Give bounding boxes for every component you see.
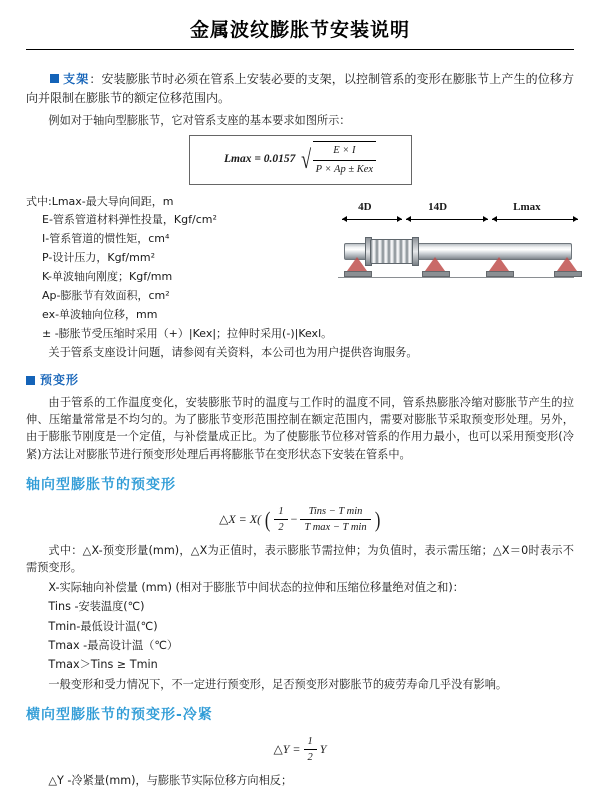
- diagram-label-lmax: Lmax: [513, 200, 541, 213]
- formula-dy-half: $\frac{1}{2}$: [304, 735, 317, 764]
- pipe-support-4: [554, 257, 580, 277]
- pipe-support-2: [422, 257, 448, 277]
- legend-item: P-设计压力，Kgf/mm²: [42, 251, 155, 265]
- legend-list: [26, 193, 332, 344]
- diagram-label-14d: 14D: [428, 200, 448, 213]
- formula-lmax-lhs: Lmax = 0.0157: [223, 152, 296, 165]
- section-support-label: 支架: [63, 72, 90, 87]
- axial-line-1: 式中：△X-预变形量(mm)，△X为正值时，表示膨胀节需拉伸；为负值时，表示需压缩；△X＝0时表示不需预变形。: [26, 544, 574, 575]
- document-content: [0, 50, 600, 789]
- ground-line: [338, 277, 574, 278]
- piping-support-diagram: [338, 199, 574, 285]
- diagram-label-4d: 4D: [358, 200, 372, 213]
- support-note: 关于管系支座设计问题，请参阅有关资料，本公司也为用户提供咨询服务。: [48, 345, 418, 359]
- legend-item: ± -膨胀节受压缩时采用（+）|Kex|；拉伸时采用(-)|Kexl。: [42, 326, 333, 340]
- legend-item: K-单波轴向刚度；Kgf/mm: [42, 270, 173, 284]
- legend-figure-row: [26, 193, 574, 344]
- section-support-para2: 例如对于轴向型膨胀节，它对管系支座的基本要求如图所示：: [48, 113, 351, 127]
- legend-item: 式中:Lmax-最大导向间距，m: [26, 194, 174, 208]
- legend-item: I-管系管道的惯性矩，cm⁴: [42, 232, 170, 246]
- document-page: [0, 16, 600, 787]
- legend-item: E-管系管道材料弹性投量，Kgf/cm²: [42, 213, 217, 227]
- subsection-lateral-heading: 横向型膨胀节的预变形-冷紧: [26, 706, 213, 723]
- pipe-support-3: [486, 257, 512, 277]
- bullet-square-icon: [50, 74, 59, 83]
- diagram-dimension-labels: [338, 199, 574, 215]
- formula-delta-x: △X = X( ( $\frac{1}{2}$ − $\frac{\text{Tins − T min}}{\text{T max − T min}}$ ): [219, 505, 380, 533]
- pipe-support-1: [344, 257, 370, 277]
- section-predeform-para1: 由于管系的工作温度变化，安装膨胀节时的温度与工作时的温度不同，管系热膨胀冷缩对膨胀节产生的拉伸、压缩量常常是不均匀的。为了膨胀节变形范围控制在额定范围内，需要对膨胀节采取预变形处理。另外，由于膨胀节刚度是一个定值，与补偿量成正比。为了使膨胀节位移对管系的作用力最小，也可以采用预变形(冷紧)方法让对膨胀节进行预变形处理后再将膨胀节在变形状态下安装在管系中。: [26, 395, 574, 461]
- formula-lmax-denominator: P × Ap ± Kex: [315, 164, 374, 176]
- section-predeform-label: 预变形: [40, 373, 80, 388]
- page-title: 金属波纹膨胀节安装说明: [189, 19, 410, 41]
- flange-right: [412, 237, 419, 266]
- formula-delta-y: [26, 735, 574, 764]
- sqrt-symbol: √ $\frac{E \times I}{\text{P × Ap ± Kex}}$: [299, 141, 376, 179]
- section-support-heading: 支架：安装膨胀节时必须在管系上安装必要的支架，以控制管系的变形在膨胀节上产生的位移方向并限制在膨胀节的额定位移范围内。: [26, 72, 574, 106]
- axial-line-2: X-实际轴向补偿量 (mm) (相对于膨胀节中间状态的拉伸和压缩位移量绝对值之和)：: [48, 580, 464, 594]
- lateral-line-1: △Y -冷紧量(mm)，与膨胀节实际位移方向相反；: [48, 773, 293, 787]
- formula-dy-lhs: △Y =: [273, 741, 301, 756]
- subsection-axial-heading: 轴向型膨胀节的预变形: [26, 477, 176, 494]
- diagram-dimension-arrows: [338, 215, 574, 225]
- formula-dx-half: $\frac{1}{2}$: [274, 505, 287, 534]
- arrow-14d: [406, 219, 488, 220]
- axial-line-7: 一般变形和受力情况下，不一定进行预变形，足否预变形对膨胀节的疲劳寿命几乎没有影响。: [48, 677, 508, 691]
- legend-item: ex-单波轴向位移，mm: [42, 307, 158, 321]
- axial-line-3: Tins -安装温度(℃): [48, 600, 145, 614]
- bellows-expansion-joint: [370, 239, 414, 264]
- section-support-para1: 安装膨胀节时必须在管系上安装必要的支架，以控制管系的变形在膨胀节上产生的位移方向并限制在膨胀节的额定位移范围内。: [26, 72, 574, 106]
- legend-item: Ap-膨胀节有效面积，cm²: [42, 289, 170, 303]
- arrow-lmax: [492, 219, 578, 220]
- axial-line-5: Tmax -最高设计温（℃）: [48, 638, 179, 652]
- arrow-4d: [342, 219, 402, 220]
- bullet-square-icon: [26, 376, 35, 385]
- formula-dx-minus: −: [290, 512, 298, 527]
- axial-line-6: Tmax＞Tins ≥ Tmin: [48, 658, 158, 672]
- formula-dy-rhs: Y: [319, 741, 327, 756]
- formula-lmax-numerator: E × I: [313, 143, 376, 161]
- formula-dx-lhs: △X = X(: [219, 512, 262, 527]
- formula-lmax: [189, 135, 412, 185]
- formula-dx-ratio: $\frac{\text{Tins − T min}}{\text{T max − T min}}$: [300, 505, 370, 534]
- section-predeform-heading: [26, 371, 574, 390]
- axial-line-4: Tmin-最低设计温(℃): [48, 619, 158, 633]
- pipe-assembly-illustration: [338, 227, 574, 285]
